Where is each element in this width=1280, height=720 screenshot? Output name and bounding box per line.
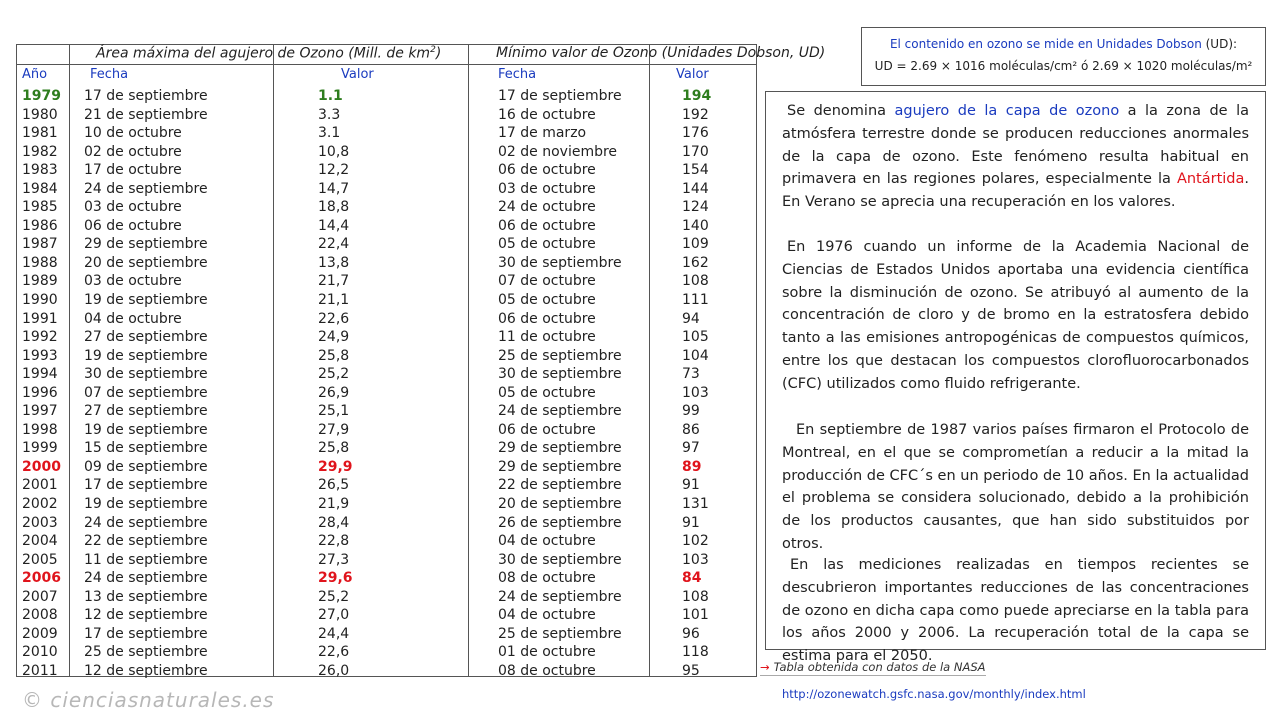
cell-min-value: 101 <box>682 607 709 624</box>
table-row <box>16 180 757 199</box>
cell-year: 1989 <box>22 273 58 290</box>
cell-fecha-area: 24 de septiembre <box>84 180 208 197</box>
col-valor-min: Valor <box>676 67 709 82</box>
cell-fecha-min: 04 de octubre <box>498 533 596 550</box>
table-row <box>16 384 757 403</box>
cell-fecha-area: 17 de septiembre <box>84 477 208 494</box>
table-row <box>16 291 757 310</box>
cell-min-value: 91 <box>682 477 700 494</box>
cell-fecha-area: 21 de septiembre <box>84 106 208 123</box>
header-area: Área máxima del agujero de Ozono (Mill. de $km^2$) <box>96 45 442 62</box>
cell-area-value: 14,4 <box>318 217 350 234</box>
cell-area-value: 29,6 <box>318 570 353 587</box>
cell-fecha-min: 06 de octubre <box>498 310 596 327</box>
dobson-formula: UD = 2.69 × 1016 moléculas/cm² ó 2.69 × 1020 moléculas/m² <box>874 59 1253 73</box>
cell-fecha-area: 19 de septiembre <box>84 347 208 364</box>
cell-min-value: 192 <box>682 106 709 123</box>
cell-min-value: 109 <box>682 236 709 253</box>
cell-fecha-min: 06 de octubre <box>498 162 596 179</box>
cell-fecha-area: 10 de octubre <box>84 125 182 142</box>
cell-min-value: 170 <box>682 143 709 160</box>
cell-fecha-area: 13 de septiembre <box>84 588 208 605</box>
cell-year: 2000 <box>22 458 61 475</box>
antarctica-link[interactable]: Antártida <box>1176 171 1245 188</box>
cell-year: 1983 <box>22 162 58 179</box>
table-row <box>16 254 757 273</box>
table-row <box>16 310 757 329</box>
cell-min-value: 124 <box>682 199 709 216</box>
cell-area-value: 21,7 <box>318 273 350 290</box>
cell-fecha-min: 05 de octubre <box>498 236 596 253</box>
table-row <box>16 143 757 162</box>
cell-fecha-area: 15 de septiembre <box>84 440 208 457</box>
col-valor-area: Valor <box>341 67 374 82</box>
cell-fecha-area: 02 de octubre <box>84 143 182 160</box>
cell-year: 1985 <box>22 199 58 216</box>
table-row <box>16 606 757 625</box>
cell-min-value: 144 <box>682 180 709 197</box>
cell-area-value: 22,4 <box>318 236 350 253</box>
table-row <box>16 662 757 681</box>
cell-year: 1998 <box>22 421 58 438</box>
cell-fecha-min: 05 de octubre <box>498 384 596 401</box>
cell-year: 1992 <box>22 329 58 346</box>
cell-fecha-area: 24 de septiembre <box>84 570 208 587</box>
cell-area-value: 3.3 <box>318 106 341 123</box>
cell-year: 2004 <box>22 533 58 550</box>
table-row <box>16 347 757 366</box>
cell-min-value: 94 <box>682 310 700 327</box>
cell-area-value: 25,2 <box>318 588 350 605</box>
cell-min-value: 140 <box>682 217 709 234</box>
cell-fecha-area: 19 de septiembre <box>84 292 208 309</box>
cell-min-value: 96 <box>682 625 700 642</box>
cell-fecha-area: 19 de septiembre <box>84 421 208 438</box>
cell-fecha-min: 29 de septiembre <box>498 458 622 475</box>
cell-year: 1986 <box>22 217 58 234</box>
cell-area-value: 22,6 <box>318 310 350 327</box>
cell-area-value: 27,0 <box>318 607 350 624</box>
cell-fecha-min: 24 de octubre <box>498 199 596 216</box>
cell-fecha-min: 07 de octubre <box>498 273 596 290</box>
cell-area-value: 28,4 <box>318 514 350 531</box>
cell-min-value: 99 <box>682 403 700 420</box>
cell-area-value: 24,4 <box>318 625 350 642</box>
cell-fecha-min: 05 de octubre <box>498 292 596 309</box>
cell-year: 2008 <box>22 607 58 624</box>
cell-area-value: 26,5 <box>318 477 350 494</box>
cell-fecha-min: 22 de septiembre <box>498 477 622 494</box>
cell-fecha-min: 30 de septiembre <box>498 254 622 271</box>
cell-year: 1987 <box>22 236 58 253</box>
cell-area-value: 26,9 <box>318 384 350 401</box>
cell-fecha-min: 25 de septiembre <box>498 625 622 642</box>
cell-fecha-area: 07 de septiembre <box>84 384 208 401</box>
cell-min-value: 194 <box>682 88 712 104</box>
cell-fecha-area: 06 de octubre <box>84 217 182 234</box>
paragraph-montreal: En septiembre de 1987 varios países firmaron el Protocolo de Montreal, en el que se comprometían a reducir a la mitad la producción de CFC´s en un periodo de 10 años. En la actualidad el problema se considera solucionado, debido a la prohibición de los productos causantes, que han sido substituidos por otros. <box>782 422 1249 552</box>
cell-fecha-min: 30 de septiembre <box>498 551 622 568</box>
cell-min-value: 111 <box>682 292 709 309</box>
table-row <box>16 328 757 347</box>
cell-fecha-min: 17 de marzo <box>498 125 587 142</box>
cell-fecha-area: 12 de septiembre <box>84 607 208 624</box>
table-row <box>16 588 757 607</box>
cell-min-value: 131 <box>682 496 709 513</box>
cell-fecha-min: 20 de septiembre <box>498 496 622 513</box>
cell-year: 1999 <box>22 440 58 457</box>
cell-year: 2007 <box>22 588 58 605</box>
table-body <box>16 87 757 681</box>
paragraph-recent: En las mediciones realizadas en tiempos recientes se descubrieron importantes reducciones de las concentraciones de ozono en dicha capa como puede apreciarse en la tabla para los años 2000 y 2006. La recuperación total de la capa se estima para el 2050. <box>782 557 1249 665</box>
cell-fecha-area: 11 de septiembre <box>84 551 208 568</box>
cell-year: 1988 <box>22 254 58 271</box>
table-row <box>16 421 757 440</box>
cell-area-value: 26,0 <box>318 662 350 679</box>
cell-min-value: 162 <box>682 254 709 271</box>
table-row <box>16 439 757 458</box>
cell-min-value: 97 <box>682 440 700 457</box>
cell-fecha-area: 29 de septiembre <box>84 236 208 253</box>
cell-year: 2001 <box>22 477 58 494</box>
cell-fecha-min: 29 de septiembre <box>498 440 622 457</box>
cell-fecha-area: 25 de septiembre <box>84 644 208 661</box>
table-row <box>16 161 757 180</box>
cell-year: 1980 <box>22 106 58 123</box>
table-row <box>16 217 757 236</box>
table-row <box>16 625 757 644</box>
table-row <box>16 235 757 254</box>
cell-min-value: 103 <box>682 551 709 568</box>
cell-fecha-min: 16 de octubre <box>498 106 596 123</box>
info-panel <box>765 91 1266 665</box>
cell-min-value: 84 <box>682 570 702 587</box>
cell-min-value: 104 <box>682 347 709 364</box>
cell-year: 1982 <box>22 143 58 160</box>
cell-year: 1994 <box>22 366 58 383</box>
arrow-right-icon: → <box>760 660 770 674</box>
cell-min-value: 73 <box>682 366 700 383</box>
cell-year: 2010 <box>22 644 58 661</box>
table-row <box>16 643 757 662</box>
table-row <box>16 458 757 477</box>
cell-min-value: 103 <box>682 384 709 401</box>
paragraph-definition: Se denomina agujero de la capa de ozono a la zona de la atmósfera terrestre donde se producen reducciones anormales de la capa de ozono. Este fenómeno resulta habitual en primavera en las regiones polares, especialmente la Antártida. En Verano se aprecia una recuperación en los valores. <box>782 103 1249 211</box>
table-row <box>16 87 757 106</box>
cell-fecha-min: 03 de octubre <box>498 180 596 197</box>
cell-area-value: 29,9 <box>318 458 353 475</box>
table-row <box>16 198 757 217</box>
cell-year: 2005 <box>22 551 58 568</box>
cell-area-value: 14,7 <box>318 180 350 197</box>
dobson-definition: El contenido en ozono se mide en Unidades Dobson (UD): <box>889 37 1238 51</box>
cell-fecha-area: 12 de septiembre <box>84 662 208 679</box>
cell-min-value: 91 <box>682 514 700 531</box>
cell-area-value: 12,2 <box>318 162 350 179</box>
col-year: Año <box>22 67 48 82</box>
cell-fecha-area: 22 de septiembre <box>84 533 208 550</box>
cell-fecha-min: 26 de septiembre <box>498 514 622 531</box>
cell-area-value: 10,8 <box>318 143 350 160</box>
cell-fecha-min: 06 de octubre <box>498 421 596 438</box>
cell-year: 1993 <box>22 347 58 364</box>
table-row <box>16 124 757 143</box>
cell-fecha-area: 03 de octubre <box>84 199 182 216</box>
cell-area-value: 25,1 <box>318 403 350 420</box>
cell-year: 2009 <box>22 625 58 642</box>
cell-fecha-min: 04 de octubre <box>498 607 596 624</box>
cell-year: 1991 <box>22 310 58 327</box>
cell-fecha-min: 24 de septiembre <box>498 588 622 605</box>
cell-year: 2002 <box>22 496 58 513</box>
cell-fecha-min: 06 de octubre <box>498 217 596 234</box>
cell-fecha-area: 27 de septiembre <box>84 403 208 420</box>
cell-fecha-area: 17 de septiembre <box>84 625 208 642</box>
cell-area-value: 21,1 <box>318 292 350 309</box>
cell-area-value: 25,8 <box>318 347 350 364</box>
cell-area-value: 27,9 <box>318 421 350 438</box>
cell-year: 2006 <box>22 570 61 587</box>
cell-area-value: 24,9 <box>318 329 350 346</box>
cell-area-value: 3.1 <box>318 125 341 142</box>
paragraph-history: En 1976 cuando un informe de la Academia Nacional de Ciencias de Estados Unidos aportaba una evidencia científica sobre la disminución de ozono. Se atribuyó al aumento de la concentración de cloro y de bromo en la estratosfera debido tanto a las emisiones antropogénicas de compuestos químicos, entre los que destacan los compuestos clorofluorocarbonados (CFC) utilizados como fluido refrigerante. <box>782 239 1249 392</box>
col-fecha-area: Fecha <box>90 67 129 82</box>
cell-fecha-area: 20 de septiembre <box>84 254 208 271</box>
cell-fecha-area: 19 de septiembre <box>84 496 208 513</box>
cell-fecha-min: 24 de septiembre <box>498 403 622 420</box>
cell-year: 1997 <box>22 403 58 420</box>
table-row <box>16 272 757 291</box>
cell-min-value: 154 <box>682 162 709 179</box>
cell-area-value: 25,2 <box>318 366 350 383</box>
table-row <box>16 495 757 514</box>
cell-min-value: 102 <box>682 533 709 550</box>
table-row <box>16 402 757 421</box>
cell-fecha-min: 25 de septiembre <box>498 347 622 364</box>
cell-min-value: 176 <box>682 125 709 142</box>
col-fecha-min: Fecha <box>498 67 537 82</box>
cell-area-value: 13,8 <box>318 254 350 271</box>
cell-year: 1984 <box>22 180 58 197</box>
cell-year: 2011 <box>22 662 58 679</box>
header-min-ozone: Mínimo valor de Ozono (Unidades Dobson, UD) <box>496 45 826 61</box>
cell-area-value: 22,6 <box>318 644 350 661</box>
cell-fecha-min: 01 de octubre <box>498 644 596 661</box>
table-row <box>16 476 757 495</box>
cell-area-value: 21,9 <box>318 496 350 513</box>
table-header-rule <box>16 64 757 65</box>
cell-min-value: 108 <box>682 273 709 290</box>
cell-min-value: 108 <box>682 588 709 605</box>
cell-area-value: 25,8 <box>318 440 350 457</box>
source-note: → Tabla obtenida con datos de la NASA <box>760 660 986 674</box>
cell-fecha-area: 24 de septiembre <box>84 514 208 531</box>
cell-area-value: 27,3 <box>318 551 350 568</box>
cell-area-value: 1.1 <box>318 88 343 104</box>
watermark: © cienciasnaturales.es <box>22 688 275 712</box>
cell-fecha-area: 27 de septiembre <box>84 329 208 346</box>
ozone-hole-link[interactable]: agujero de la capa de ozono <box>894 103 1120 119</box>
table-row <box>16 106 757 125</box>
table-row <box>16 514 757 533</box>
cell-fecha-area: 30 de septiembre <box>84 366 208 383</box>
cell-fecha-min: 17 de septiembre <box>498 88 622 104</box>
cell-fecha-area: 03 de octubre <box>84 273 182 290</box>
cell-min-value: 89 <box>682 458 702 475</box>
nasa-link[interactable]: http://ozonewatch.gsfc.nasa.gov/monthly/index.html <box>782 687 1086 701</box>
cell-fecha-min: 08 de octubre <box>498 662 596 679</box>
cell-min-value: 95 <box>682 662 700 679</box>
table-row <box>16 365 757 384</box>
cell-area-value: 22,8 <box>318 533 350 550</box>
cell-min-value: 86 <box>682 421 700 438</box>
cell-fecha-min: 02 de noviembre <box>498 143 618 160</box>
table-row <box>16 532 757 551</box>
table-row <box>16 551 757 570</box>
cell-fecha-area: 09 de septiembre <box>84 458 208 475</box>
cell-fecha-area: 17 de septiembre <box>84 88 208 104</box>
cell-year: 1981 <box>22 125 58 142</box>
cell-year: 1990 <box>22 292 58 309</box>
cell-year: 2003 <box>22 514 58 531</box>
ozone-table <box>16 44 826 679</box>
cell-fecha-area: 04 de octubre <box>84 310 182 327</box>
cell-min-value: 105 <box>682 329 709 346</box>
cell-year: 1996 <box>22 384 58 401</box>
cell-fecha-min: 30 de septiembre <box>498 366 622 383</box>
cell-fecha-min: 08 de octubre <box>498 570 596 587</box>
cell-year: 1979 <box>22 88 61 104</box>
cell-min-value: 118 <box>682 644 709 661</box>
dobson-unit-box <box>861 27 1266 86</box>
cell-area-value: 18,8 <box>318 199 350 216</box>
table-row <box>16 569 757 588</box>
cell-fecha-area: 17 de octubre <box>84 162 182 179</box>
cell-fecha-min: 11 de octubre <box>498 329 596 346</box>
